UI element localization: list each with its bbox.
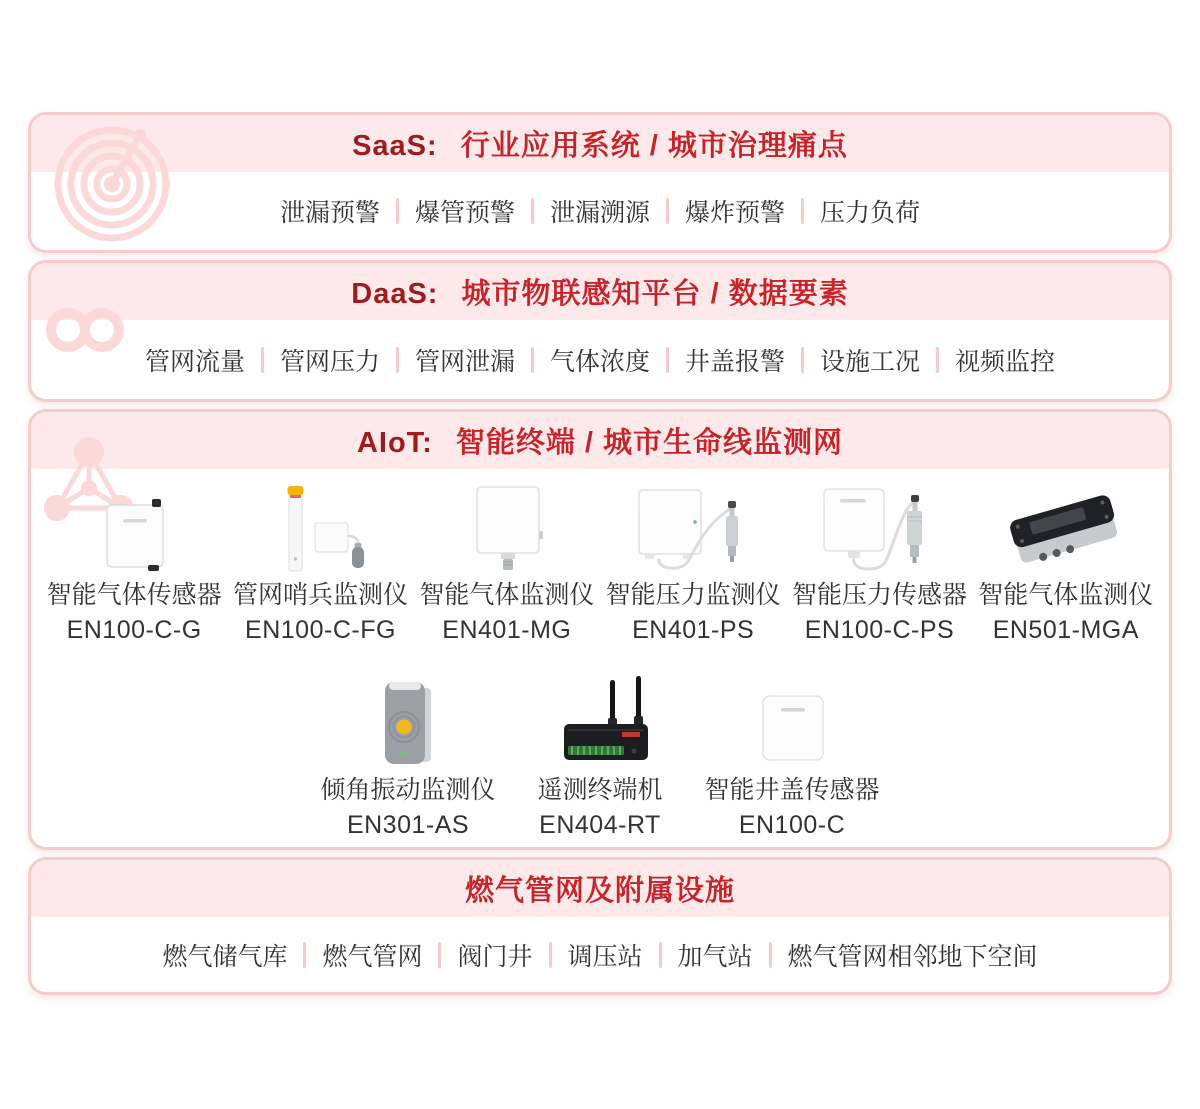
item-label: 燃气管网: [322, 942, 423, 971]
product-model: EN100-C-FG: [245, 616, 396, 644]
item-separator: [801, 347, 804, 373]
product-name: 管网哨兵监测仪: [232, 581, 408, 609]
saas-section-title: [352, 123, 848, 164]
item-separator: [666, 198, 669, 224]
product-cell: [227, 491, 413, 646]
item-separator: [936, 347, 939, 373]
item-separator: [531, 347, 534, 373]
manhole-sensor-device-icon: [747, 688, 837, 768]
item-label: 管网流量: [144, 347, 245, 376]
item-label: 调压站: [567, 942, 643, 971]
product-cell: [414, 491, 600, 646]
product-cell: [973, 491, 1159, 646]
item-label: 燃气管网相邻地下空间: [787, 942, 1038, 971]
item-label: 泄漏溯源: [549, 199, 650, 227]
gas-network-item-list: [31, 917, 1169, 992]
product-cell: [504, 688, 696, 841]
gas-network-section-card: [28, 857, 1172, 995]
item-label: 气体浓度: [549, 347, 650, 376]
product-model: EN501-MGA: [992, 616, 1139, 644]
daas-title-text: 城市物联感知平台 / 数据要素: [461, 278, 849, 310]
item-separator: [303, 942, 306, 968]
item-separator: [549, 942, 552, 968]
product-cell: [696, 688, 888, 841]
aiot-title-text: 智能终端 / 城市生命线监测网: [455, 427, 844, 459]
item-separator: [531, 198, 534, 224]
item-label: 燃气储气库: [162, 942, 288, 971]
item-label: 加气站: [677, 942, 753, 971]
item-label: 爆管预警: [414, 199, 515, 227]
daas-section-header: [31, 263, 1169, 320]
item-label: 压力负荷: [820, 199, 921, 227]
gas-network-section-header: [31, 860, 1169, 917]
item-separator: [438, 942, 441, 968]
product-name: 遥测终端机: [537, 776, 663, 804]
product-model: EN301-AS: [346, 811, 470, 839]
product-name: 智能井盖传感器: [704, 776, 880, 804]
aiot-products-row-1: [31, 491, 1169, 646]
pressure-sensor-device-icon: [814, 491, 944, 573]
aiot-products-row-2: [31, 688, 1169, 841]
product-name: 智能气体监测仪: [419, 581, 595, 609]
product-cell: [41, 491, 227, 646]
item-separator: [396, 198, 399, 224]
item-label: 阀门井: [457, 942, 533, 971]
saas-section-card: [28, 112, 1172, 253]
item-label: 管网泄漏: [414, 347, 515, 376]
daas-section-title: [351, 271, 848, 312]
item-label: 设施工况: [820, 347, 921, 376]
item-label: 井盖报警: [685, 347, 786, 376]
item-label: 爆炸预警: [685, 199, 786, 227]
product-model: EN401-MG: [442, 616, 572, 644]
aiot-section-card: [28, 409, 1172, 850]
product-cell: [600, 491, 786, 646]
product-name: 智能气体监测仪: [978, 581, 1154, 609]
item-separator: [769, 942, 772, 968]
item-separator: [801, 198, 804, 224]
product-cell: [312, 688, 504, 841]
item-label: 泄漏预警: [279, 199, 380, 227]
item-separator: [396, 347, 399, 373]
item-separator: [659, 942, 662, 968]
item-label: 管网压力: [279, 347, 380, 376]
saas-section-header: [31, 115, 1169, 172]
item-separator: [261, 347, 264, 373]
item-separator: [666, 347, 669, 373]
saas-item-list: [31, 172, 1169, 250]
product-name: 智能压力监测仪: [605, 581, 781, 609]
product-name: 智能气体传感器: [46, 581, 222, 609]
gas-analyzer-device-icon: [998, 491, 1133, 573]
daas-title-prefix: DaaS:: [351, 278, 439, 310]
saas-title-text: 行业应用系统 / 城市治理痛点: [460, 130, 848, 162]
product-model: EN404-RT: [539, 811, 661, 839]
gas-monitor-device-icon: [457, 491, 557, 573]
aiot-section-title: [357, 420, 843, 461]
product-cell: [786, 491, 972, 646]
pipeline-sentinel-device-icon: [265, 491, 375, 573]
product-model: EN100-C: [738, 811, 846, 839]
saas-title-prefix: SaaS:: [352, 130, 438, 162]
item-label: 视频监控: [955, 347, 1056, 376]
tilt-vibration-device-icon: [361, 688, 456, 768]
telemetry-terminal-device-icon: [538, 688, 663, 768]
gas-sensor-device-icon: [92, 491, 176, 573]
daas-section-card: [28, 260, 1172, 402]
gas-network-title-text: 燃气管网及附属设施: [464, 875, 735, 907]
product-model: EN100-C-PS: [804, 616, 955, 644]
product-model: EN401-PS: [632, 616, 755, 644]
aiot-section-header: [31, 412, 1169, 469]
pressure-monitor-device-icon: [631, 491, 756, 573]
aiot-title-prefix: AIoT:: [356, 427, 433, 459]
product-name: 倾角振动监测仪: [320, 776, 496, 804]
gas-network-section-title: [465, 868, 735, 909]
product-model: EN100-C-G: [66, 616, 202, 644]
product-name: 智能压力传感器: [791, 581, 967, 609]
daas-item-list: [31, 320, 1169, 399]
